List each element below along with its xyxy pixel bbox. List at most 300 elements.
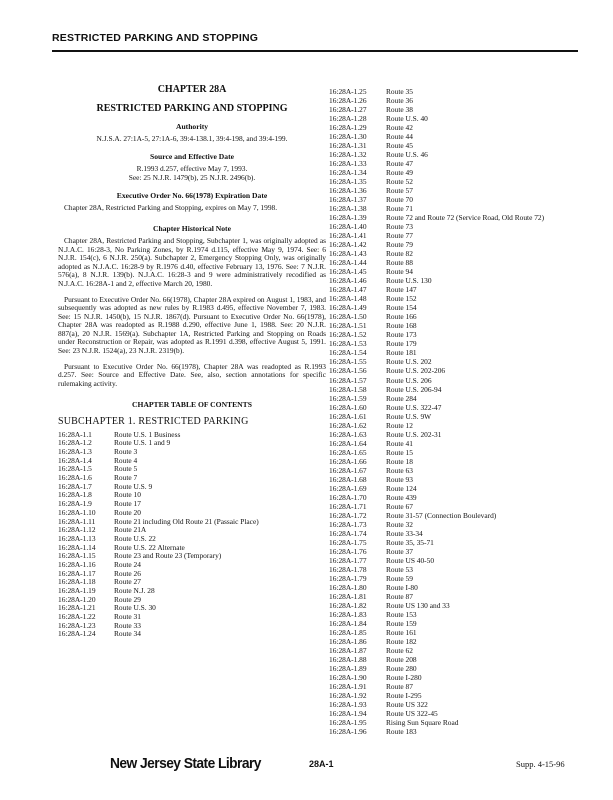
toc-entry xyxy=(58,578,326,587)
toc-entry xyxy=(329,700,599,709)
toc-entry xyxy=(58,509,326,518)
toc-entry xyxy=(329,637,599,646)
section-number: 16:28A-1.45 xyxy=(329,267,367,277)
section-title: Route US 322 xyxy=(386,700,428,710)
toc-entry xyxy=(329,213,599,222)
history-paragraph: Pursuant to Executive Order No. 66(1978), Chapter 28A expired on August 1, 1983, and subsequently was adopted as new rules by R.1983 d.495, effective November 7, 1983. See: 15 N.J.R. 1450(b), 15 N.J.R. 1867(d). Pursuant to Executive Order No. 66(1978), Chapter 28A was readopted as R.1988 d.290, effective June 1, 1988. See: 20 N.J.R. 887(a), 20 N.J.R. 1569(a). Subchapter 1A, Restricted Parking and Stopping on Roads under Reconstruction or Repair, was adopted as R.1991 d.398, effective August 5, 1991. See: 23 N.J.R. 1524(a), 23 N.J.R. 2319(b). xyxy=(58,294,326,356)
section-title: Route 161 xyxy=(386,627,417,637)
section-title: Route 42 xyxy=(386,123,413,133)
toc-entry xyxy=(329,87,599,96)
toc-entry xyxy=(329,276,599,285)
section-title: Route 88 xyxy=(386,258,413,268)
section-number: 16:28A-1.41 xyxy=(329,231,367,241)
section-number: 16:28A-1.18 xyxy=(58,577,96,587)
section-title: Route U.S. 206-94 xyxy=(386,384,442,394)
section-title: Route 29 xyxy=(114,595,141,604)
section-number: 16:28A-1.10 xyxy=(58,507,96,517)
section-number: 16:28A-1.86 xyxy=(329,636,367,646)
chapter-title: CHAPTER 28A xyxy=(157,84,227,95)
toc-entry xyxy=(329,330,599,339)
toc-entry xyxy=(329,231,599,240)
section-title: Route 44 xyxy=(386,132,413,142)
chapter-name: RESTRICTED PARKING AND STOPPING xyxy=(96,102,288,114)
section-number: 16:28A-1.5 xyxy=(58,464,92,474)
toc-entry xyxy=(329,186,599,195)
authority-text: N.J.S.A. 27:1A-5, 27:1A-6, 39:4-138.1, 39:4-198, and 39:4-199. xyxy=(96,133,288,143)
toc-list-left xyxy=(58,431,326,640)
section-title: Route 71 xyxy=(386,204,413,214)
section-number: 16:28A-1.65 xyxy=(329,447,367,457)
section-number: 16:28A-1.29 xyxy=(329,123,367,133)
section-title: Route 27 xyxy=(114,578,141,587)
toc-entry xyxy=(329,258,599,267)
section-number: 16:28A-1.94 xyxy=(329,709,367,719)
toc-entry xyxy=(58,630,326,639)
section-number: 16:28A-1.37 xyxy=(329,195,367,205)
toc-entry xyxy=(329,150,599,159)
toc-entry xyxy=(329,123,599,132)
section-number: 16:28A-1.27 xyxy=(329,105,367,115)
section-title: Route 34 xyxy=(114,630,141,639)
toc-entry xyxy=(329,718,599,727)
toc-entry xyxy=(58,570,326,579)
section-number: 16:28A-1.3 xyxy=(58,447,92,456)
subchapter-label: SUBCHAPTER 1. RESTRICTED PARKING xyxy=(58,416,249,428)
section-number: 16:28A-1.24 xyxy=(58,629,96,639)
section-title: Route 62 xyxy=(386,645,413,655)
section-title: Route 152 xyxy=(386,294,417,304)
section-title: Route 18 xyxy=(386,456,413,466)
section-number: 16:28A-1.76 xyxy=(329,546,367,556)
section-number: 16:28A-1.78 xyxy=(329,564,367,574)
toc-entry xyxy=(329,357,599,366)
section-number: 16:28A-1.59 xyxy=(329,393,367,403)
toc-entry xyxy=(329,466,599,475)
section-number: 16:28A-1.6 xyxy=(58,473,92,483)
section-title: Route U.S. 22 Alternate xyxy=(114,543,185,552)
section-title: Route U.S. 9 xyxy=(114,482,153,491)
section-title: Route 32 xyxy=(386,519,413,529)
section-number: 16:28A-1.58 xyxy=(329,384,367,394)
right-column xyxy=(329,87,599,736)
section-title: Route 49 xyxy=(386,168,413,178)
toc-list-right xyxy=(329,87,599,736)
toc-entry xyxy=(329,727,599,736)
toc-entry xyxy=(329,294,599,303)
section-title: Route 52 xyxy=(386,177,413,187)
toc-entry xyxy=(329,267,599,276)
section-number: 16:28A-1.28 xyxy=(329,114,367,124)
section-title: Route 31-57 (Connection Boulevard) xyxy=(386,510,497,520)
section-title: Route U.S. 40 xyxy=(386,114,428,124)
section-title: Route U.S. 322-47 xyxy=(386,402,442,412)
toc-entry xyxy=(58,457,326,466)
section-title: Route 21A xyxy=(114,526,147,535)
section-title: Route 79 xyxy=(386,240,413,250)
section-number: 16:28A-1.22 xyxy=(58,612,96,622)
section-number: 16:28A-1.91 xyxy=(329,682,367,692)
eo-heading: Executive Order No. 66(1978) Expiration Date xyxy=(116,191,268,201)
section-number: 16:28A-1.51 xyxy=(329,321,367,331)
section-number: 16:28A-1.4 xyxy=(58,455,92,465)
toc-entry xyxy=(329,529,599,538)
section-title: Route U.S. 30 xyxy=(114,604,156,613)
toc-entry xyxy=(329,655,599,664)
section-number: 16:28A-1.92 xyxy=(329,691,367,701)
source-heading: Source and Effective Date xyxy=(149,152,234,162)
toc-entry xyxy=(329,448,599,457)
toc-entry xyxy=(329,475,599,484)
section-title: Route 31 xyxy=(114,613,141,622)
section-number: 16:28A-1.19 xyxy=(58,586,96,595)
section-title: Route 173 xyxy=(386,330,417,340)
section-title: Route 87 xyxy=(386,682,413,692)
section-number: 16:28A-1.53 xyxy=(329,339,367,349)
toc-entry xyxy=(329,574,599,583)
section-number: 16:28A-1.88 xyxy=(329,654,367,664)
toc-entry xyxy=(329,132,599,141)
section-title: Route 20 xyxy=(114,508,141,517)
header-rule xyxy=(52,50,578,52)
section-title: Route U.S. 202-31 xyxy=(386,429,442,439)
section-number: 16:28A-1.13 xyxy=(58,533,96,543)
section-title: Route 182 xyxy=(386,636,417,646)
toc-entry xyxy=(58,500,326,509)
toc-entry xyxy=(329,439,599,448)
section-number: 16:28A-1.85 xyxy=(329,627,367,637)
toc-entry xyxy=(58,622,326,631)
toc-entry xyxy=(329,204,599,213)
toc-entry xyxy=(329,511,599,520)
section-title: Route 41 xyxy=(386,438,413,448)
running-header: RESTRICTED PARKING AND STOPPING xyxy=(52,32,259,44)
section-title: Route 17 xyxy=(114,500,141,509)
toc-entry xyxy=(329,312,599,321)
section-number: 16:28A-1.82 xyxy=(329,600,367,610)
section-title: Route 82 xyxy=(386,249,413,259)
toc-entry xyxy=(329,403,599,412)
toc-entry xyxy=(58,552,326,561)
section-number: 16:28A-1.73 xyxy=(329,519,367,529)
section-title: Route 4 xyxy=(114,456,138,465)
section-number: 16:28A-1.20 xyxy=(58,594,96,604)
section-title: Route I-80 xyxy=(386,582,418,592)
section-title: Route US 322-45 xyxy=(386,709,438,719)
section-title: Route U.S. 1 Business xyxy=(114,430,181,439)
section-number: 16:28A-1.35 xyxy=(329,177,367,187)
section-title: Route 284 xyxy=(386,393,417,403)
section-title: Route 208 xyxy=(386,654,417,664)
section-title: Route N.J. 28 xyxy=(114,587,155,595)
toc-entry xyxy=(329,646,599,655)
toc-entry xyxy=(329,709,599,718)
toc-entry xyxy=(329,664,599,673)
section-number: 16:28A-1.30 xyxy=(329,132,367,142)
toc-entry xyxy=(329,105,599,114)
section-title: Route 3 xyxy=(114,448,138,456)
section-title: Route U.S. 9W xyxy=(386,411,432,421)
section-number: 16:28A-1.15 xyxy=(58,551,96,561)
toc-entry xyxy=(58,431,326,440)
section-number: 16:28A-1.79 xyxy=(329,573,367,583)
toc-entry xyxy=(329,177,599,186)
toc-entry xyxy=(329,682,599,691)
toc-entry xyxy=(329,565,599,574)
section-title: Rising Sun Square Road xyxy=(386,718,459,728)
section-number: 16:28A-1.70 xyxy=(329,492,367,502)
section-number: 16:28A-1.57 xyxy=(329,375,367,385)
toc-entry xyxy=(329,168,599,177)
toc-entry xyxy=(329,366,599,375)
eo-text: Chapter 28A, Restricted Parking and Stopping, expires on May 7, 1998. xyxy=(64,202,278,212)
section-title: Route U.S. 206 xyxy=(386,375,432,385)
source-line: R.1993 d.257, effective May 7, 1993. xyxy=(136,163,248,173)
section-number: 16:28A-1.60 xyxy=(329,402,367,412)
history-paragraph: Pursuant to Executive Order No. 66(1978), Chapter 28A was readopted as R.1993 d.257. See: Source and Effective Date. See, also, section annotations for specific rulemaking activity. xyxy=(58,361,326,388)
section-title: Route 15 xyxy=(386,447,413,457)
toc-entry xyxy=(329,691,599,700)
section-number: 16:28A-1.93 xyxy=(329,700,367,710)
section-title: Route 94 xyxy=(386,267,413,277)
section-number: 16:28A-1.21 xyxy=(58,603,96,613)
section-title: Route 21 including Old Route 21 (Passaic Place) xyxy=(114,517,259,526)
section-number: 16:28A-1.14 xyxy=(58,542,96,552)
section-number: 16:28A-1.1 xyxy=(58,429,92,439)
section-number: 16:28A-1.39 xyxy=(329,213,367,223)
section-number: 16:28A-1.48 xyxy=(329,294,367,304)
toc-entry xyxy=(329,303,599,312)
toc-entry xyxy=(329,583,599,592)
toc-entry xyxy=(329,394,599,403)
toc-entry xyxy=(329,376,599,385)
section-number: 16:28A-1.33 xyxy=(329,159,367,169)
section-number: 16:28A-1.74 xyxy=(329,528,367,538)
toc-entry xyxy=(329,619,599,628)
section-title: Route 439 xyxy=(386,492,417,502)
toc-entry xyxy=(329,547,599,556)
toc-entry xyxy=(329,339,599,348)
section-title: Route U.S. 22 xyxy=(114,534,156,543)
section-title: Route 67 xyxy=(386,501,413,511)
toc-entry xyxy=(329,385,599,394)
supplement-date: Supp. 4-15-96 xyxy=(516,759,565,769)
section-title: Route 73 xyxy=(386,222,413,232)
section-number: 16:28A-1.68 xyxy=(329,474,367,484)
section-number: 16:28A-1.61 xyxy=(329,411,367,421)
section-title: Route 33 xyxy=(114,621,141,630)
section-number: 16:28A-1.50 xyxy=(329,312,367,322)
section-title: Route 77 xyxy=(386,231,413,241)
section-title: Route 10 xyxy=(114,491,141,500)
section-number: 16:28A-1.2 xyxy=(58,438,92,448)
section-title: Route 23 and Route 23 (Temporary) xyxy=(114,552,222,561)
section-title: Route 37 xyxy=(386,546,413,556)
section-number: 16:28A-1.11 xyxy=(58,516,96,526)
toc-entry xyxy=(329,421,599,430)
section-number: 16:28A-1.77 xyxy=(329,555,367,565)
toc-entry xyxy=(58,596,326,605)
section-title: Route US 130 and 33 xyxy=(386,600,450,610)
section-title: Route 24 xyxy=(114,560,141,569)
section-title: Route 57 xyxy=(386,186,413,196)
section-title: Route 179 xyxy=(386,339,417,349)
toc-entry xyxy=(329,222,599,231)
toc-entry xyxy=(329,556,599,565)
section-number: 16:28A-1.38 xyxy=(329,204,367,214)
toc-entry xyxy=(329,493,599,502)
section-title: Route 7 xyxy=(114,474,138,483)
section-title: Route 47 xyxy=(386,159,413,169)
section-number: 16:28A-1.83 xyxy=(329,609,367,619)
section-number: 16:28A-1.66 xyxy=(329,456,367,466)
section-title: Route 70 xyxy=(386,195,413,205)
section-number: 16:28A-1.95 xyxy=(329,718,367,728)
section-number: 16:28A-1.81 xyxy=(329,591,367,601)
section-number: 16:28A-1.47 xyxy=(329,285,367,295)
section-number: 16:28A-1.36 xyxy=(329,186,367,196)
section-title: Route 36 xyxy=(386,96,413,106)
section-number: 16:28A-1.42 xyxy=(329,240,367,250)
section-number: 16:28A-1.71 xyxy=(329,501,367,511)
toc-entry xyxy=(58,491,326,500)
section-title: Route U.S. 130 xyxy=(386,276,432,286)
section-number: 16:28A-1.31 xyxy=(329,141,367,151)
section-title: Route 280 xyxy=(386,664,417,673)
section-title: Route 159 xyxy=(386,618,417,628)
toc-entry xyxy=(58,474,326,483)
section-number: 16:28A-1.90 xyxy=(329,673,367,683)
section-number: 16:28A-1.8 xyxy=(58,490,92,500)
section-number: 16:28A-1.67 xyxy=(329,465,367,475)
section-number: 16:28A-1.40 xyxy=(329,222,367,232)
section-number: 16:28A-1.44 xyxy=(329,258,367,268)
toc-entry xyxy=(329,321,599,330)
section-title: Route 183 xyxy=(386,727,417,737)
section-number: 16:28A-1.52 xyxy=(329,330,367,340)
toc-entry xyxy=(329,285,599,294)
toc-entry xyxy=(329,412,599,421)
section-number: 16:28A-1.54 xyxy=(329,348,367,358)
toc-entry xyxy=(58,526,326,535)
section-title: Route 87 xyxy=(386,591,413,601)
section-number: 16:28A-1.12 xyxy=(58,525,96,535)
toc-entry xyxy=(329,159,599,168)
section-title: Route 168 xyxy=(386,321,417,331)
section-number: 16:28A-1.69 xyxy=(329,483,367,493)
toc-entry xyxy=(58,535,326,544)
section-title: Route 93 xyxy=(386,474,413,484)
section-title: Route 38 xyxy=(386,105,413,115)
history-paragraph: Chapter 28A, Restricted Parking and Stopping, Subchapter 1, was originally adopted as N.J.A.C. 16:28-3, No Parking Zones, by R.1974 d.115, effective May 9, 1974. See: 6 N.J.R. 154(c), 6 N.J.R. 250(a). Subchapter 2, Emergency Stopping Only, was originally adopted as N.J.A.C. 16:28-9 by R.1976 d.40, effective February 13, 1976. See: 7 N.J.R. 576(a), 8 N.J.R. 139(b). N.J.A.C. 16:28-3 and 9 were administratively recodified as N.J.A.C. 16:28A-1 and 2, effective March 20, 1980. xyxy=(58,235,326,288)
section-number: 16:28A-1.25 xyxy=(329,87,367,96)
section-number: 16:28A-1.84 xyxy=(329,618,367,628)
section-number: 16:28A-1.96 xyxy=(329,727,367,737)
section-number: 16:28A-1.7 xyxy=(58,481,92,491)
section-number: 16:28A-1.64 xyxy=(329,438,367,448)
section-number: 16:28A-1.55 xyxy=(329,357,367,367)
section-number: 16:28A-1.43 xyxy=(329,249,367,259)
section-number: 16:28A-1.26 xyxy=(329,96,367,106)
toc-entry xyxy=(329,592,599,601)
toc-entry xyxy=(329,484,599,493)
toc-entry xyxy=(58,465,326,474)
section-number: 16:28A-1.34 xyxy=(329,168,367,178)
section-number: 16:28A-1.32 xyxy=(329,150,367,160)
toc-entry xyxy=(329,141,599,150)
toc-entry xyxy=(329,538,599,547)
toc-entry xyxy=(329,673,599,682)
source-line: See: 25 N.J.R. 1479(b), 25 N.J.R. 2496(b). xyxy=(128,172,256,182)
section-title: Route 153 xyxy=(386,609,417,619)
section-title: Route U.S. 46 xyxy=(386,150,428,160)
section-title: Route U.S. 1 and 9 xyxy=(114,439,171,448)
section-title: Route 147 xyxy=(386,285,417,295)
toc-entry xyxy=(58,439,326,448)
toc-entry xyxy=(58,518,326,527)
toc-entry xyxy=(329,520,599,529)
toc-heading: CHAPTER TABLE OF CONTENTS xyxy=(132,400,252,410)
page-number: 28A-1 xyxy=(309,759,334,769)
toc-entry xyxy=(58,587,326,596)
section-title: Route 166 xyxy=(386,312,417,322)
toc-entry xyxy=(329,457,599,466)
toc-entry xyxy=(58,604,326,613)
section-title: Route 35 xyxy=(386,87,413,96)
section-title: Route 181 xyxy=(386,348,417,358)
section-title: Route 45 xyxy=(386,141,413,151)
section-number: 16:28A-1.17 xyxy=(58,568,96,578)
toc-entry xyxy=(329,502,599,511)
section-title: Route U.S. 202 xyxy=(386,357,432,367)
section-number: 16:28A-1.72 xyxy=(329,510,367,520)
section-title: Route 154 xyxy=(386,303,417,313)
section-title: Route 26 xyxy=(114,569,141,578)
section-title: Route 124 xyxy=(386,483,417,493)
section-number: 16:28A-1.75 xyxy=(329,537,367,547)
toc-entry xyxy=(329,240,599,249)
section-number: 16:28A-1.62 xyxy=(329,420,367,430)
toc-entry xyxy=(58,613,326,622)
left-column xyxy=(58,86,326,639)
toc-entry xyxy=(329,628,599,637)
toc-entry xyxy=(58,561,326,570)
section-number: 16:28A-1.63 xyxy=(329,429,367,439)
section-title: Route 72 and Route 72 (Service Road, Old Route 72) xyxy=(386,213,545,223)
library-watermark: New Jersey State Library xyxy=(110,755,261,772)
toc-entry xyxy=(329,96,599,105)
section-title: Route 53 xyxy=(386,564,413,574)
section-title: Route I-295 xyxy=(386,691,422,701)
authority-heading: Authority xyxy=(175,122,209,132)
section-title: Route I-280 xyxy=(386,673,422,683)
toc-entry xyxy=(329,430,599,439)
section-title: Route U.S. 202-206 xyxy=(386,366,446,376)
section-number: 16:28A-1.80 xyxy=(329,582,367,592)
toc-entry xyxy=(58,483,326,492)
section-number: 16:28A-1.23 xyxy=(58,620,96,630)
toc-entry xyxy=(329,195,599,204)
section-number: 16:28A-1.87 xyxy=(329,645,367,655)
section-title: Route 5 xyxy=(114,465,138,474)
section-title: Route 59 xyxy=(386,573,413,583)
section-title: Route 33-34 xyxy=(386,528,423,538)
toc-entry xyxy=(329,601,599,610)
toc-entry xyxy=(329,610,599,619)
section-number: 16:28A-1.49 xyxy=(329,303,367,313)
section-title: Route 35, 35-71 xyxy=(386,537,434,547)
toc-entry xyxy=(329,249,599,258)
toc-entry xyxy=(58,544,326,553)
